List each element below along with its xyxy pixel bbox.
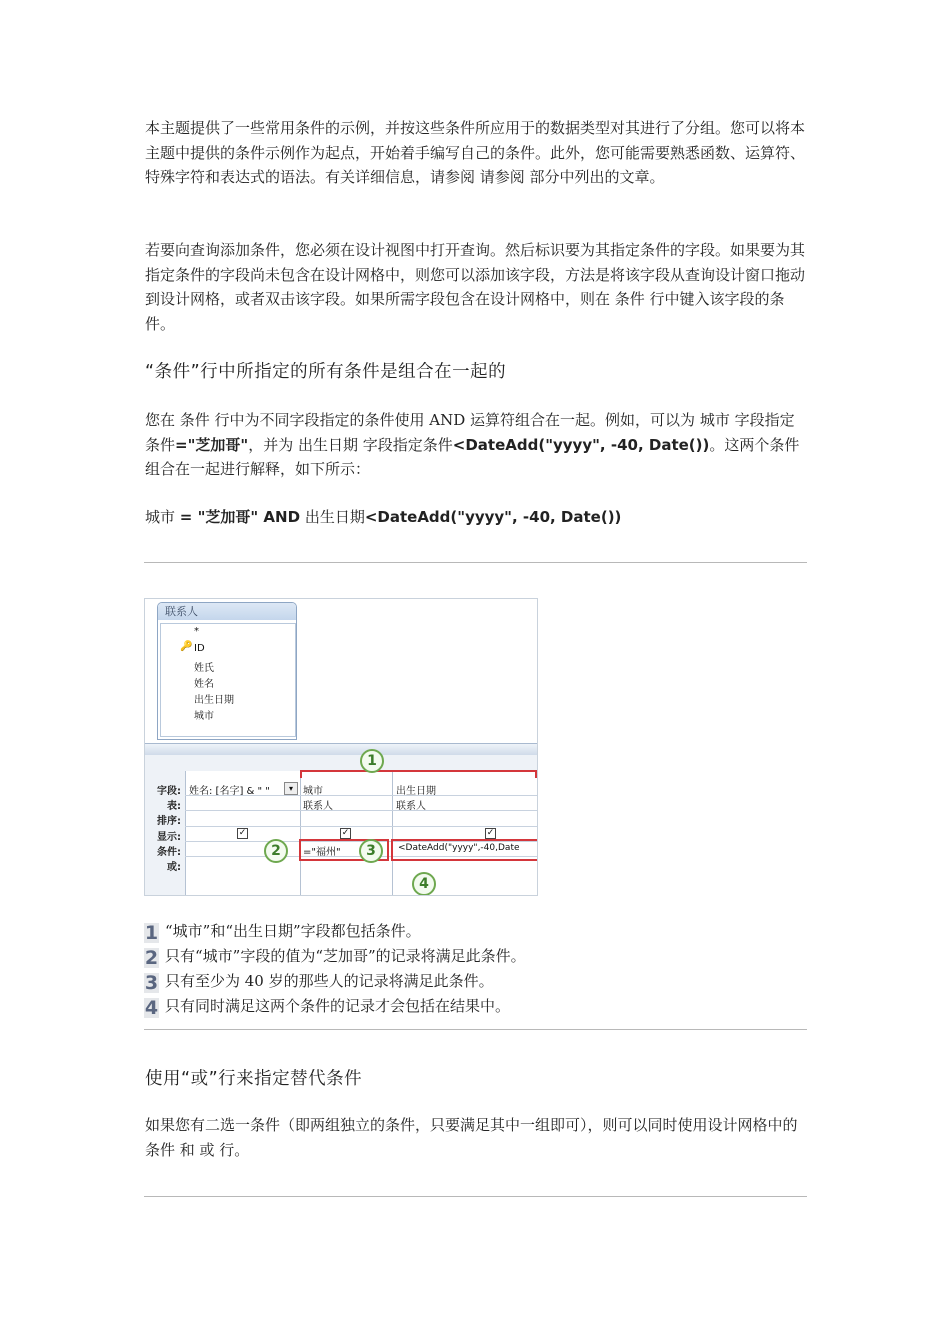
example-field-birthdate: 出生日期 (300, 508, 365, 526)
example-field-city: 城市 (145, 508, 180, 526)
example-city-criteria: = "芝加哥" AND (179, 508, 301, 526)
and-example-expression (145, 505, 807, 530)
dropdown-arrow-icon[interactable]: ▾ (284, 782, 298, 795)
legend-number-3: 3 (144, 972, 159, 994)
field-list (160, 623, 296, 737)
legend-item-2 (144, 944, 526, 968)
row-label-show: 显示: (157, 832, 181, 843)
show-checkbox-name[interactable]: ✓ (238, 828, 247, 838)
legend-text-4: 只有同时满足这两个条件的记录才会包括在结果中。 (165, 997, 511, 1015)
divider (144, 1029, 807, 1030)
and-text-3: 。这两个条件组合在一起进行解释，如下所示： (145, 435, 800, 478)
contacts-table-window (157, 602, 297, 740)
table-title: 联系人 (158, 603, 296, 620)
grid-row-line (185, 826, 537, 827)
and-explanation-paragraph (145, 408, 807, 482)
legend-number-1: 1 (144, 922, 159, 944)
field-id[interactable]: ID (194, 643, 205, 654)
and-text-2: ，并为 出生日期 字段指定条件 (248, 435, 453, 454)
section-heading-or: 使用“或”行来指定替代条件 (145, 1069, 363, 1089)
criteria-chicago: ="芝加哥" (175, 435, 249, 454)
row-label-table: 表: (167, 801, 181, 812)
row-label-field: 字段: (157, 786, 181, 797)
row-label-criteria: 条件: (157, 847, 181, 858)
intro-paragraph-1: 本主题提供了一些常用条件的示例，并按这些条件所应用于的数据类型对其进行了分组。您可以将本主题中提供的条件示例作为起点，开始着手编写自己的条件。此外，您可能需要熟悉函数、运算符、特殊字符和表达式的语法。有关详细信息，请参阅 请参阅 部分中列出的文章。 (145, 119, 806, 186)
or-explanation-paragraph: 如果您有二选一条件（即两组独立的条件，只要满足其中一组即可），则可以同时使用设计网格中的 条件 和 或 行。 (145, 1116, 798, 1159)
legend-text-3: 只有至少为 40 岁的那些人的记录将满足此条件。 (165, 972, 494, 990)
highlight-box-date-criteria (391, 839, 538, 861)
row-label-sort: 排序: (157, 816, 181, 827)
divider (144, 1196, 807, 1197)
callout-badge-1: 1 (360, 749, 384, 773)
grid-table-birthdate[interactable]: 联系人 (396, 801, 426, 812)
field-star[interactable]: * (194, 626, 199, 637)
example-date-criteria: <DateAdd("yyyy", -40, Date()) (364, 508, 622, 526)
intro-paragraph-2: 若要向查询添加条件，您必须在设计视图中打开查询。然后标识要为其指定条件的字段。如果要为其指定条件的字段尚未包含在设计网格中，则您可以添加该字段，方法是将该字段从查询设计窗口拖动到设计网格，或者双击该字段。如果所需字段包含在设计网格中，则在 条件 行中键入该字段的条件。 (145, 241, 806, 333)
and-text-1: 您在 条件 行中为不同字段指定的条件使用 AND 运算符组合在一起。例如，可以为 城市 字段指定条件 (145, 411, 795, 454)
legend-text-1: “城市”和“出生日期”字段都包括条件。 (165, 922, 421, 940)
grid-field-birthdate[interactable]: 出生日期 (396, 786, 436, 797)
row-label-or: 或: (167, 862, 181, 873)
highlight-bracket-fields (300, 770, 537, 778)
query-design-screenshot (144, 598, 538, 896)
legend-number-4: 4 (144, 997, 159, 1019)
field-first-name[interactable]: 姓名 (194, 679, 214, 690)
legend-item-1 (144, 919, 421, 943)
legend-text-2: 只有“城市”字段的值为“芝加哥”的记录将满足此条件。 (165, 947, 526, 965)
primary-key-icon: 🔑 (180, 641, 193, 652)
grid-table-city[interactable]: 联系人 (303, 801, 333, 812)
grid-criteria-birthdate[interactable]: <DateAdd("yyyy",-40,Date (398, 843, 520, 853)
show-checkbox-city[interactable]: ✓ (341, 828, 350, 838)
grid-field-name-expression[interactable]: 姓名: [名字] & " " (189, 786, 270, 797)
field-last-name[interactable]: 姓氏 (194, 663, 214, 674)
field-birthdate[interactable]: 出生日期 (194, 695, 234, 706)
criteria-dateadd: <DateAdd("yyyy", -40, Date()) (452, 435, 710, 454)
show-checkbox-birthdate[interactable]: ✓ (486, 828, 495, 838)
section-heading-and: “条件”行中所指定的所有条件是组合在一起的 (145, 362, 507, 382)
grid-field-city[interactable]: 城市 (303, 786, 323, 797)
legend-item-3 (144, 969, 494, 993)
grid-row-line (185, 810, 537, 811)
divider (144, 562, 807, 563)
callout-badge-2: 2 (264, 839, 288, 863)
grid-row-line (185, 795, 537, 796)
callout-badge-4: 4 (412, 872, 436, 896)
legend-item-4 (144, 994, 510, 1018)
legend-number-2: 2 (144, 947, 159, 969)
grid-criteria-city[interactable]: ="福州" (303, 847, 341, 858)
callout-badge-3: 3 (359, 839, 383, 863)
field-city[interactable]: 城市 (194, 711, 214, 722)
